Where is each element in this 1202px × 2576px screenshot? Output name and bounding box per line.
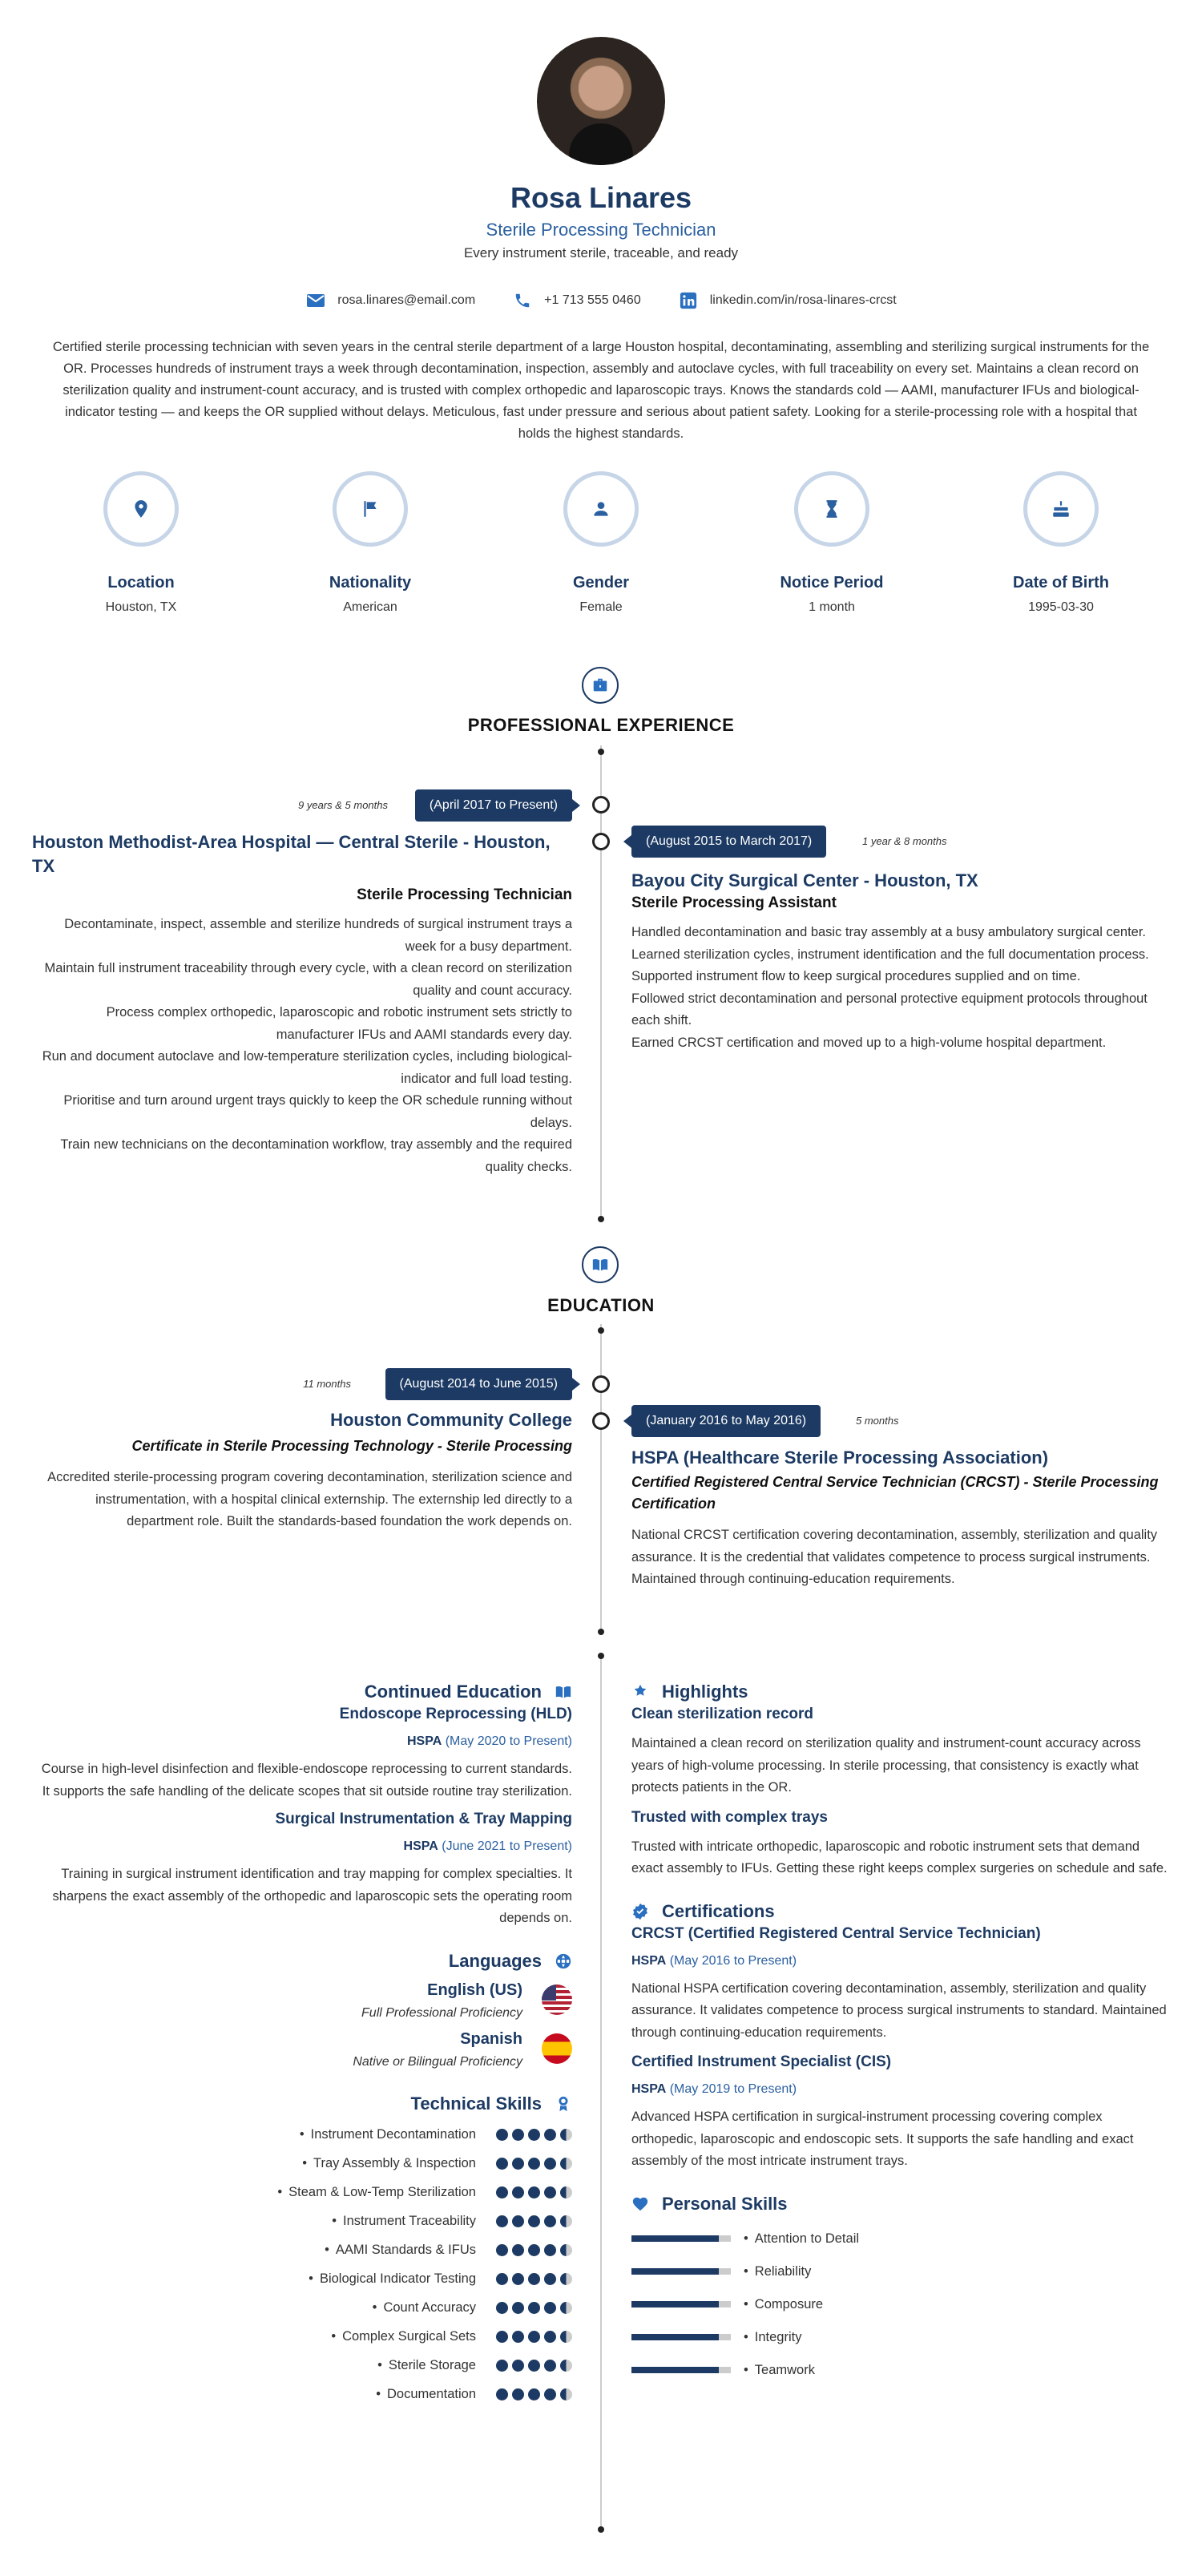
technical-skills-list	[32, 2121, 572, 2409]
certifications-heading	[631, 1901, 1168, 1922]
course-name: Surgical Instrumentation & Tray Mapping	[275, 1811, 572, 1827]
highlights-heading	[631, 1682, 1168, 1702]
contact-bar	[0, 290, 1202, 311]
course-period: (June 2021 to Present)	[442, 1839, 572, 1853]
rating-dot	[528, 2388, 540, 2400]
certification-name: CRCST (Certified Registered Central Service Technician)	[631, 1924, 1041, 1942]
star-badge-icon	[631, 1683, 649, 1701]
rating-dot	[544, 2215, 556, 2227]
timeline-dot	[598, 2526, 604, 2533]
highlight-description: Maintained a clean record on sterilization quality and instrument-count accuracy across years of high-volume processing. In sterile processing, that consistency is exactly what protects patients in the OR.	[631, 1736, 1141, 1795]
rating-dot	[512, 2244, 524, 2256]
timeline-dot	[598, 1629, 604, 1635]
info-label: Notice Period	[780, 574, 884, 592]
info-date-of-birth	[973, 471, 1149, 615]
skill-rating	[492, 2158, 572, 2170]
rating-dot	[560, 2129, 572, 2141]
education-qualification: Certificate in Sterile Processing Technology - Sterile Processing	[131, 1438, 572, 1454]
skill-rating	[492, 2331, 572, 2343]
timeline-node	[592, 796, 610, 814]
timeline-dot	[598, 1216, 604, 1222]
skill-rating	[492, 2129, 572, 2141]
rating-dot	[560, 2244, 572, 2256]
skill-level-bar	[631, 2268, 731, 2275]
rating-dot	[544, 2273, 556, 2285]
technical-skill-item	[32, 2294, 572, 2323]
rating-dot	[544, 2388, 556, 2400]
certification-meta	[631, 2082, 1168, 2097]
timeline-dot	[598, 1653, 604, 1659]
education-school: Houston Community College	[330, 1410, 572, 1430]
certification-period: (May 2019 to Present)	[669, 2082, 797, 2096]
certifications-title: Certifications	[662, 1900, 775, 1921]
highlight-name: Trusted with complex trays	[631, 1808, 828, 1826]
phone-icon	[512, 290, 533, 311]
job-organization: Houston Methodist-Area Hospital — Central Sterile - Houston, TX	[32, 832, 551, 876]
person-icon	[591, 499, 611, 519]
left-column	[32, 1682, 572, 2409]
course-description: Course in high-level disinfection and flexible-endoscope reprocessing to current standards. It supports the safe handling of the delicate scopes that sit outside routine tray sterilization.	[41, 1762, 572, 1799]
book-icon	[555, 1683, 572, 1701]
job-description	[32, 914, 572, 1178]
rating-dot	[512, 2273, 524, 2285]
education-period-badge: (January 2016 to May 2016)	[631, 1405, 821, 1437]
timeline-dot	[598, 1327, 604, 1334]
rating-dot	[496, 2331, 508, 2343]
education-entry	[631, 1446, 1168, 1591]
job-line: Handled decontamination and basic tray assembly at a busy ambulatory surgical center.	[631, 925, 1147, 939]
info-value: 1995-03-30	[1028, 600, 1094, 614]
technical-skill-name: • Documentation	[376, 2387, 476, 2402]
experience-title: PROFESSIONAL EXPERIENCE	[467, 715, 735, 735]
award-icon	[555, 2095, 572, 2113]
personal-skill-name: • Attention to Detail	[744, 2231, 859, 2247]
info-value: Houston, TX	[105, 600, 177, 614]
technical-skill-name: • AAMI Standards & IFUs	[325, 2243, 476, 2258]
rating-dot	[528, 2273, 540, 2285]
course-org: HSPA	[406, 1734, 442, 1748]
tagline: Every instrument sterile, traceable, and ready	[463, 245, 739, 260]
job-line: Decontaminate, inspect, assemble and sterilize hundreds of surgical instrument trays a week for a busy department.	[64, 917, 572, 954]
rating-dot	[560, 2186, 572, 2198]
technical-skill-name: • Sterile Storage	[377, 2358, 476, 2373]
personal-skill-name: • Composure	[744, 2297, 823, 2312]
technical-skill-name: • Count Accuracy	[373, 2300, 476, 2316]
rating-dot	[512, 2331, 524, 2343]
rating-dot	[512, 2158, 524, 2170]
pin-icon	[131, 499, 151, 519]
course-name: Endoscope Reprocessing (HLD)	[339, 1706, 572, 1722]
personal-skill-item	[631, 2255, 1168, 2288]
personal-skill-item	[631, 2288, 1168, 2321]
technical-skill-name: • Steam & Low-Temp Sterilization	[277, 2185, 476, 2200]
skill-rating	[492, 2186, 572, 2198]
technical-skill-item	[32, 2265, 572, 2294]
rating-dot	[544, 2244, 556, 2256]
rating-dot	[496, 2244, 508, 2256]
info-notice-period	[744, 471, 920, 615]
rating-dot	[544, 2129, 556, 2141]
rating-dot	[528, 2360, 540, 2372]
technical-skill-item	[32, 2150, 572, 2178]
rating-dot	[560, 2302, 572, 2314]
rating-dot	[560, 2273, 572, 2285]
languages-heading	[32, 1951, 572, 1972]
technical-skill-name: • Complex Surgical Sets	[331, 2329, 476, 2344]
rating-dot	[560, 2360, 572, 2372]
job-line: Run and document autoclave and low-temperature sterilization cycles, including biological-indicator and full load testing.	[42, 1049, 572, 1086]
education-period-badge: (August 2014 to June 2015)	[385, 1368, 572, 1400]
info-label: Nationality	[329, 574, 412, 592]
heart-icon	[631, 2195, 649, 2213]
job-entry	[32, 830, 572, 1178]
technical-skill-item	[32, 2352, 572, 2380]
rating-dot	[544, 2158, 556, 2170]
right-column	[631, 1682, 1168, 2387]
job-line: Prioritise and turn around urgent trays quickly to keep the OR schedule running without delays.	[63, 1093, 572, 1130]
rating-dot	[528, 2158, 540, 2170]
skill-rating	[492, 2360, 572, 2372]
personal-skills-list	[631, 2223, 1168, 2387]
info-nationality	[282, 471, 458, 615]
rating-dot	[528, 2215, 540, 2227]
highlight-description: Trusted with intricate orthopedic, laparoscopic and robotic instrument sets that demand exact assembly to IFUs. Getting these right keeps complex surgeries on schedule and safe.	[631, 1839, 1168, 1875]
timeline-line	[600, 1324, 602, 1632]
profile-summary: Certified sterile processing technician with seven years in the central sterile department of a large Houston hospital, decontaminating, assembling and sterilizing surgical instruments for the OR. Processes hundreds of instrument trays a week through decontamination, inspection, assembly and autoclave cycles, with full traceability on every set. Maintains a clean record on sterilization quality and instrument-count accuracy, and is trusted with complex orthopedic and laparoscopic trays. Knows the standards cold — AAMI, manufacturer IFUs and biological-indicator testing — and keeps the OR supplied without delays. Meticulous, fast under pressure and serious about patient safety. Looking for a sterile-processing role with a hospital that holds the highest standards.	[52, 340, 1150, 441]
us-flag-icon	[542, 1984, 572, 2015]
rating-dot	[544, 2302, 556, 2314]
job-description	[631, 922, 1168, 1054]
rating-dot	[544, 2186, 556, 2198]
rating-dot	[512, 2186, 524, 2198]
job-organization: Bayou City Surgical Center - Houston, TX	[631, 870, 978, 890]
technical-skill-item	[32, 2121, 572, 2150]
education-title: EDUCATION	[547, 1295, 655, 1315]
language-name: Spanish	[460, 2029, 522, 2048]
email-text: rosa.linares@email.com	[337, 293, 476, 307]
education-description: Accredited sterile-processing program covering decontamination, sterilization science and instrumentation, with a hospital clinical externship. The externship led directly to a department role. Built the standards-based foundation the work depends on.	[47, 1470, 572, 1528]
personal-skill-name: • Integrity	[744, 2330, 801, 2345]
timeline-node	[592, 1375, 610, 1393]
technical-skill-item	[32, 2207, 572, 2236]
education-entry	[32, 1408, 572, 1533]
rating-dot	[496, 2215, 508, 2227]
verified-badge-icon	[631, 1903, 649, 1920]
contact-linkedin[interactable]	[678, 290, 897, 311]
job-entry	[631, 869, 1168, 1054]
phone-text: +1 713 555 0460	[544, 293, 641, 307]
education-qualification: Certified Registered Central Service Technician (CRCST) - Sterile Processing Certification	[631, 1474, 1159, 1512]
skill-rating	[492, 2215, 572, 2227]
job-position: Sterile Processing Technician	[357, 886, 572, 903]
job-duration: 9 years & 5 months	[298, 799, 388, 811]
rating-dot	[496, 2388, 508, 2400]
rating-dot	[496, 2158, 508, 2170]
email-icon	[305, 290, 326, 311]
book-icon	[582, 1246, 619, 1283]
personal-skill-name: • Reliability	[744, 2264, 811, 2279]
education-duration: 11 months	[303, 1378, 351, 1390]
job-line: Maintain full instrument traceability through every cycle, with a clean record on sterilization quality and count accuracy.	[44, 961, 572, 998]
rating-dot	[496, 2186, 508, 2198]
language-name: English (US)	[427, 1980, 522, 1999]
rating-dot	[528, 2186, 540, 2198]
highlights-title: Highlights	[662, 1682, 748, 1702]
technical-skill-item	[32, 2380, 572, 2409]
technical-skill-item	[32, 2236, 572, 2265]
job-line: Process complex orthopedic, laparoscopic and robotic instrument sets strictly to manufacturer IFUs and AAMI standards every day.	[106, 1005, 572, 1042]
globe-icon	[555, 1952, 572, 1970]
rating-dot	[560, 2331, 572, 2343]
rating-dot	[496, 2129, 508, 2141]
certification-description: Advanced HSPA certification in surgical-instrument processing covering complex orthopedic, laparoscopic and endoscopic sets. It supports the safe handling and exact assembly of the most intricate instrument trays.	[631, 2110, 1134, 2168]
rating-dot	[560, 2388, 572, 2400]
candidate-role: Sterile Processing Technician	[486, 220, 716, 240]
course-description: Training in surgical instrument identification and tray mapping for complex specialties. It sharpens the exact assembly of the orthopedic and laparoscopic sets the operating room depends on.	[52, 1867, 572, 1925]
info-value: Female	[579, 600, 623, 614]
course-meta	[32, 1734, 572, 1749]
linkedin-text: linkedin.com/in/rosa-linares-crcst	[709, 293, 897, 307]
job-line: Followed strict decontamination and personal protective equipment protocols throughout each shift.	[631, 991, 1148, 1028]
timeline-node	[592, 1412, 610, 1430]
job-duration: 1 year & 8 months	[862, 835, 947, 847]
skill-rating	[492, 2244, 572, 2256]
rating-dot	[512, 2302, 524, 2314]
skill-level-bar	[631, 2235, 731, 2242]
rating-dot	[544, 2331, 556, 2343]
contact-email[interactable]	[305, 290, 475, 311]
job-period-badge: (August 2015 to March 2017)	[631, 826, 826, 858]
cake-icon	[1051, 499, 1071, 519]
technical-skill-item	[32, 2323, 572, 2352]
course-org: HSPA	[403, 1839, 438, 1853]
rating-dot	[512, 2388, 524, 2400]
rating-dot	[496, 2273, 508, 2285]
technical-skill-name: • Tray Assembly & Inspection	[302, 2156, 476, 2171]
info-gender	[513, 471, 689, 615]
language-level: Native or Bilingual Proficiency	[353, 2054, 522, 2069]
rating-dot	[528, 2331, 540, 2343]
rating-dot	[528, 2302, 540, 2314]
job-line: Supported instrument flow to keep surgical procedures supplied and on time.	[631, 969, 1081, 983]
info-location	[53, 471, 229, 615]
rating-dot	[560, 2215, 572, 2227]
highlight-name: Clean sterilization record	[631, 1706, 814, 1722]
certification-meta	[631, 1954, 1168, 1968]
continued-education-title: Continued Education	[364, 1682, 542, 1702]
technical-skill-item	[32, 2178, 572, 2207]
profile-photo	[537, 37, 665, 165]
skill-rating	[492, 2302, 572, 2314]
skill-level-bar	[631, 2301, 731, 2307]
personal-skill-name: • Teamwork	[744, 2363, 815, 2378]
skill-rating	[492, 2388, 572, 2400]
job-line: Learned sterilization cycles, instrument identification and the full documentation process.	[631, 947, 1149, 962]
language-level: Full Professional Proficiency	[361, 2005, 522, 2020]
rating-dot	[512, 2215, 524, 2227]
personal-skill-item	[631, 2354, 1168, 2387]
job-line: Train new technicians on the decontamination workflow, tray assembly and the required quality checks.	[60, 1137, 572, 1174]
timeline-dot	[598, 749, 604, 755]
language-item	[32, 1981, 572, 2021]
skill-level-bar	[631, 2367, 731, 2373]
certification-description: National HSPA certification covering decontamination, assembly, sterilization and quality assurance. It validates competence to process surgical instruments to standard. Maintained through continuing-education requirements.	[631, 1980, 1167, 2040]
rating-dot	[496, 2360, 508, 2372]
technical-skill-name: • Instrument Decontamination	[300, 2127, 476, 2142]
info-label: Date of Birth	[1013, 574, 1109, 592]
continued-education-heading	[32, 1682, 572, 1702]
job-period-badge: (April 2017 to Present)	[415, 789, 572, 822]
rating-dot	[544, 2360, 556, 2372]
candidate-name: Rosa Linares	[510, 181, 692, 214]
certification-name: Certified Instrument Specialist (CIS)	[631, 2053, 892, 2070]
skill-rating	[492, 2273, 572, 2285]
job-position: Sterile Processing Assistant	[631, 894, 837, 911]
technical-skills-heading	[32, 2094, 572, 2114]
info-label: Gender	[572, 574, 630, 592]
personal-skill-item	[631, 2223, 1168, 2255]
certification-period: (May 2016 to Present)	[669, 1953, 797, 1968]
course-meta	[32, 1839, 572, 1854]
contact-phone[interactable]	[512, 290, 641, 311]
course-period: (May 2020 to Present)	[445, 1734, 572, 1748]
personal-skills-heading	[631, 2194, 1168, 2215]
personal-skill-item	[631, 2321, 1168, 2354]
technical-skills-title: Technical Skills	[410, 2093, 542, 2114]
flag-icon	[360, 499, 381, 519]
education-school: HSPA (Healthcare Sterile Processing Association)	[631, 1447, 1049, 1468]
briefcase-icon	[582, 667, 619, 704]
certification-org: HSPA	[631, 1953, 667, 1968]
languages-title: Languages	[448, 1950, 542, 1971]
timeline-line	[600, 745, 602, 1220]
info-value: American	[343, 600, 397, 614]
rating-dot	[528, 2244, 540, 2256]
education-duration: 5 months	[856, 1415, 899, 1427]
timeline-node	[592, 833, 610, 850]
certification-org: HSPA	[631, 2082, 667, 2096]
technical-skill-name: • Instrument Traceability	[332, 2214, 476, 2229]
rating-dot	[528, 2129, 540, 2141]
linkedin-icon	[678, 290, 699, 311]
rating-dot	[512, 2129, 524, 2141]
rating-dot	[496, 2302, 508, 2314]
technical-skill-name: • Biological Indicator Testing	[309, 2271, 476, 2287]
personal-skills-title: Personal Skills	[662, 2193, 788, 2214]
job-line: Earned CRCST certification and moved up to a high-volume hospital department.	[631, 1035, 1107, 1050]
language-item	[32, 2030, 572, 2069]
timeline-line	[600, 1656, 602, 2530]
skill-level-bar	[631, 2334, 731, 2340]
hourglass-icon	[821, 499, 842, 519]
info-label: Location	[107, 574, 175, 592]
spain-flag-icon	[542, 2033, 572, 2064]
rating-dot	[512, 2360, 524, 2372]
rating-dot	[560, 2158, 572, 2170]
info-value: 1 month	[809, 600, 855, 614]
education-description: National CRCST certification covering decontamination, assembly, sterilization and quality assurance. It is the credential that validates competence to process surgical instruments. Maintained through continuing-education requirements.	[631, 1528, 1158, 1586]
